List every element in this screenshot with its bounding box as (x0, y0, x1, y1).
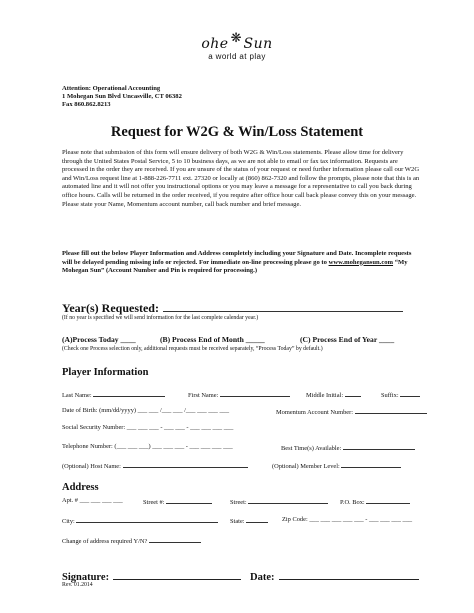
process-note: (Check one Process selection only, additional requests must be received separately, “Process Today” by default.) (62, 346, 323, 352)
date-field[interactable] (250, 567, 419, 585)
state-field[interactable] (230, 516, 268, 525)
city-field[interactable] (62, 516, 218, 525)
form-title: Request for W2G & Win/Loss Statement (110, 124, 364, 140)
street-input[interactable] (248, 497, 328, 504)
process-option-b[interactable]: (B) Process End of Month _____ (160, 335, 265, 344)
signature-input[interactable] (113, 570, 241, 580)
suffix-input[interactable] (400, 390, 420, 397)
ssn-field[interactable]: Social Security Number: ___ ___ ___ - ___ ___ - ___ ___ ___ ___ (62, 424, 234, 431)
suffix-label: Suffix: (381, 392, 399, 399)
momentum-account-input[interactable] (355, 407, 427, 414)
first-name-label: First Name: (188, 392, 219, 399)
zip-code-field[interactable]: Zip Code: ___ ___ ___ ___ ___ - ___ ___ ___ ___ (282, 516, 413, 523)
suffix-field[interactable] (381, 390, 420, 399)
logo-wordmark-right: Sun (243, 36, 273, 52)
state-input[interactable] (246, 516, 268, 523)
address-line: 1 Mohegan Sun Blvd Uncasville, CT 06382 (62, 93, 182, 100)
host-name-input[interactable] (123, 461, 248, 468)
years-heading: Year(s) Requested: (62, 301, 159, 315)
street-label: Street: (230, 499, 247, 506)
state-label: State: (230, 518, 245, 525)
sun-icon: ❋ (230, 30, 242, 45)
middle-initial-label: Middle Initial: (306, 392, 344, 399)
street-field[interactable] (230, 497, 328, 506)
address-heading: Address (62, 482, 99, 493)
city-label: City: (62, 518, 75, 525)
website-link[interactable]: www.mohegansun.com (328, 258, 394, 266)
years-note: (If no year is specified we will send information for the last complete calendar year.) (62, 315, 259, 321)
member-level-input[interactable] (341, 461, 401, 468)
best-times-input[interactable] (343, 443, 415, 450)
phone-field[interactable]: Telephone Number: (___ ___ ___) ___ ___ ___ - ___ ___ ___ ___ (62, 443, 233, 450)
player-info-heading: Player Information (62, 367, 149, 378)
attention-line: Attention: Operational Accounting (62, 85, 161, 92)
last-name-label: Last Name: (62, 392, 92, 399)
last-name-field[interactable] (62, 390, 165, 399)
intro-paragraph: Please note that submission of this form will ensure delivery of both W2G & Win/Loss statements. Please allow time for delivery through the United States Postal Service, 5 to 10 business days, as we are not able to email or fax tax information. Requests are processed in the order they are received. If you are unsure of the status of your request or need further information please call our W2G and Win/Loss request line at 1-888-226-7711 ext. 27320 or locally at (860) 862-7320 and follow the prompts, please note that this is an automated line and it will not offer you instructional options or you may leave a message for a representative to call you back during office hours. Calls will be returned in the order received, if you require after office hour call back please convey this on your message. Please state your Name, Momentum account number, call back number and brief message. (62, 149, 420, 208)
po-box-label: P.O. Box: (340, 499, 365, 506)
mohegan-sun-logo (0, 30, 474, 61)
middle-initial-input[interactable] (345, 390, 361, 397)
logo-tagline: a world at play (208, 52, 266, 61)
street-number-label: Street #: (143, 499, 165, 506)
best-times-field[interactable] (281, 443, 415, 452)
po-box-input[interactable] (366, 497, 410, 504)
city-input[interactable] (76, 516, 218, 523)
host-name-field[interactable] (62, 461, 248, 470)
process-option-a[interactable]: (A)Process Today ____ (62, 335, 136, 344)
change-of-address-input[interactable] (149, 536, 201, 543)
process-option-c[interactable]: (C) Process End of Year ____ (300, 335, 395, 344)
first-name-input[interactable] (220, 390, 290, 397)
last-name-input[interactable] (93, 390, 165, 397)
momentum-account-field[interactable] (276, 407, 427, 416)
middle-initial-field[interactable] (306, 390, 361, 399)
instructions-text-end: “My Mohegan Sun” (Account Number and Pin is required for processing.) (62, 258, 408, 275)
street-number-input[interactable] (166, 497, 212, 504)
date-input[interactable] (279, 570, 419, 580)
dob-field[interactable]: Date of Birth: (mm/dd/yyyy) ___ ___ /___ ___ /___ ___ ___ ___ (62, 407, 230, 414)
logo-wordmark-left: ohe (201, 36, 229, 52)
po-box-field[interactable] (340, 497, 410, 506)
instructions-text: Please fill out the below Player Information and Address completely including your Signature and Date. Incomplete requests will be delayed pending missing info or rejected. For immediate on-line processing please go to (62, 250, 412, 266)
instructions-paragraph (62, 250, 422, 276)
change-of-address-label: Change of address required Y/N? (62, 538, 148, 545)
street-number-field[interactable] (143, 497, 212, 506)
apt-field[interactable]: Apt. # ___ ___ ___ ___ (62, 497, 123, 504)
member-level-label: (Optional) Member Level: (272, 463, 340, 470)
first-name-field[interactable] (188, 390, 290, 399)
years-input-line[interactable] (163, 305, 403, 312)
best-times-label: Best Time(s) Available: (281, 445, 342, 452)
host-name-label: (Optional) Host Name: (62, 463, 121, 470)
member-level-field[interactable] (272, 461, 401, 470)
signature-label: Signature: (62, 572, 110, 583)
change-of-address-field[interactable] (62, 536, 201, 545)
fax-line: Fax 860.862.8213 (62, 101, 111, 108)
date-label: Date: (250, 572, 275, 583)
revision-label: Rev. 01.2014 (62, 582, 93, 588)
attention-block (62, 85, 182, 109)
momentum-account-label: Momentum Account Number: (276, 409, 354, 416)
